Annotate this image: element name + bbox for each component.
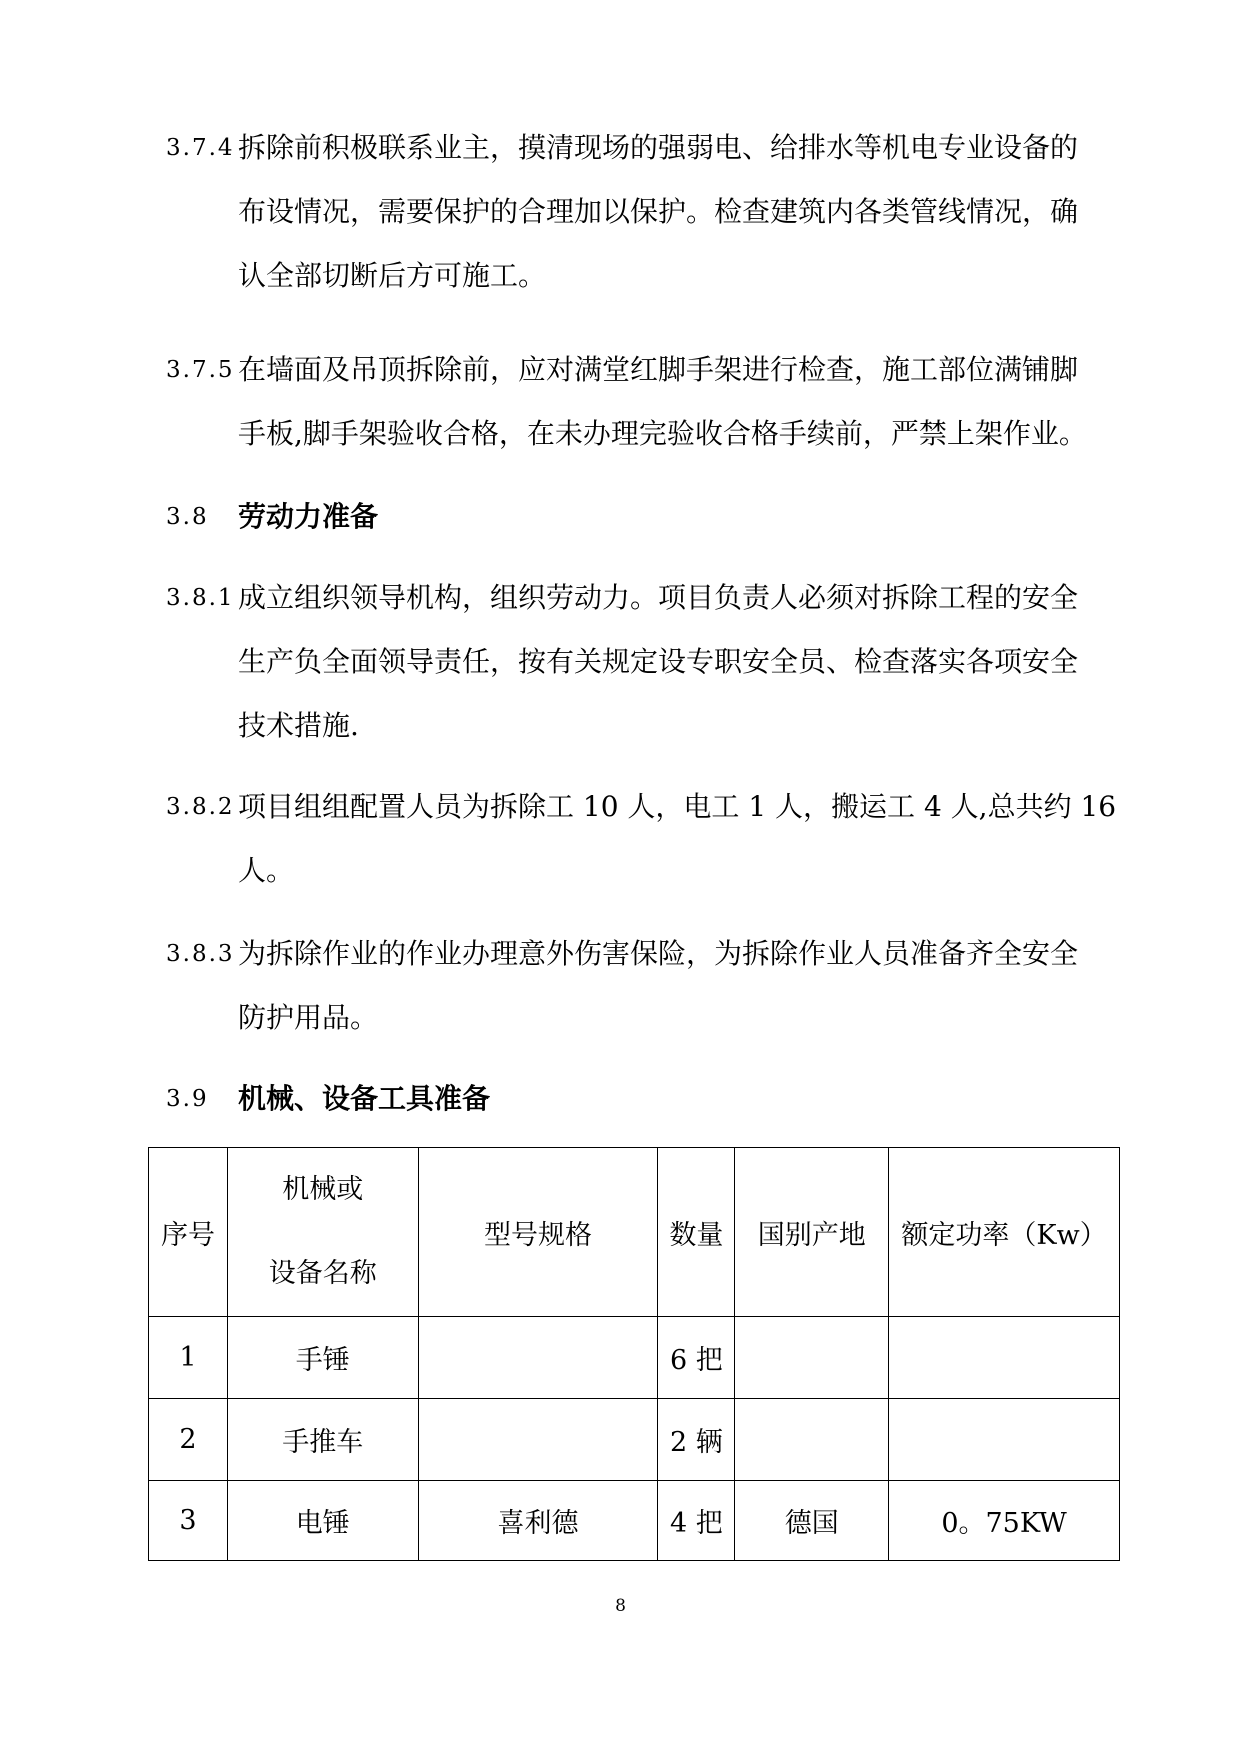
- paragraph-line: 布设情况，需要保护的合理加以保护。检查建筑内各类管线情况，确: [238, 195, 1079, 228]
- cell-power: 0。75KW: [889, 1481, 1120, 1561]
- header-quantity: 数量: [658, 1148, 735, 1317]
- header-equipment-name: [227, 1148, 418, 1317]
- paragraph-number: 3.7.5: [166, 357, 235, 383]
- cell-seq: 3: [149, 1481, 228, 1561]
- header-power: 额定功率（Kw）: [889, 1148, 1120, 1317]
- section-number: 3.8: [166, 504, 209, 530]
- table-header-row: [149, 1148, 1120, 1317]
- table-row: [149, 1399, 1120, 1481]
- paragraph-line: 拆除前积极联系业主，摸清现场的强弱电、给排水等机电专业设备的: [238, 131, 1079, 164]
- paragraph-line: 认全部切断后方可施工。: [238, 259, 547, 292]
- header-seq: 序号: [149, 1148, 228, 1317]
- header-model: 型号规格: [418, 1148, 658, 1317]
- paragraph-line: 项目组组配置人员为拆除工 10 人，电工 1 人，搬运工 4 人,总共约 16: [238, 790, 1117, 823]
- cell-model: [418, 1317, 658, 1399]
- paragraph-line: 人。: [238, 854, 295, 887]
- paragraph-line: 手板,脚手架验收合格，在未办理完验收合格手续前，严禁上架作业。: [238, 417, 1087, 450]
- equipment-table: [148, 1147, 1120, 1561]
- header-name-line-1: 机械或: [282, 1174, 364, 1205]
- paragraph-number: 3.8.1: [166, 585, 235, 611]
- header-name-line-2: 设备名称: [268, 1258, 377, 1289]
- header-origin: 国别产地: [735, 1148, 889, 1317]
- paragraph-line: 生产负全面领导责任，按有关规定设专职安全员、检查落实各项安全: [238, 645, 1079, 678]
- cell-origin: [735, 1399, 889, 1481]
- cell-origin: 德国: [735, 1481, 889, 1561]
- paragraph-line: 在墙面及吊顶拆除前，应对满堂红脚手架进行检查，施工部位满铺脚: [238, 353, 1079, 386]
- paragraph-line: 防护用品。: [238, 1001, 379, 1034]
- paragraph-number: 3.8.2: [166, 794, 235, 820]
- table-row: [149, 1317, 1120, 1399]
- cell-power: [889, 1399, 1120, 1481]
- cell-quantity: 4 把: [658, 1481, 735, 1561]
- cell-quantity: 6 把: [658, 1317, 735, 1399]
- paragraph-line: 技术措施.: [238, 709, 359, 742]
- paragraph-line: 为拆除作业的作业办理意外伤害保险，为拆除作业人员准备齐全安全: [238, 937, 1079, 970]
- section-title: 劳动力准备: [238, 500, 379, 533]
- section-title: 机械、设备工具准备: [238, 1082, 491, 1115]
- cell-power: [889, 1317, 1120, 1399]
- cell-seq: 1: [149, 1317, 228, 1399]
- cell-name: 手推车: [227, 1399, 418, 1481]
- cell-name: 手锤: [227, 1317, 418, 1399]
- cell-model: 喜利德: [418, 1481, 658, 1561]
- cell-origin: [735, 1317, 889, 1399]
- paragraph-line: 成立组织领导机构，组织劳动力。项目负责人必须对拆除工程的安全: [238, 581, 1079, 614]
- cell-name: 电锤: [227, 1481, 418, 1561]
- paragraph-number: 3.8.3: [166, 941, 235, 967]
- table-row: [149, 1481, 1120, 1561]
- cell-quantity: 2 辆: [658, 1399, 735, 1481]
- paragraph-number: 3.7.4: [166, 135, 235, 161]
- cell-seq: 2: [149, 1399, 228, 1481]
- section-number: 3.9: [166, 1086, 209, 1112]
- page-number: 8: [615, 1596, 626, 1616]
- cell-model: [418, 1399, 658, 1481]
